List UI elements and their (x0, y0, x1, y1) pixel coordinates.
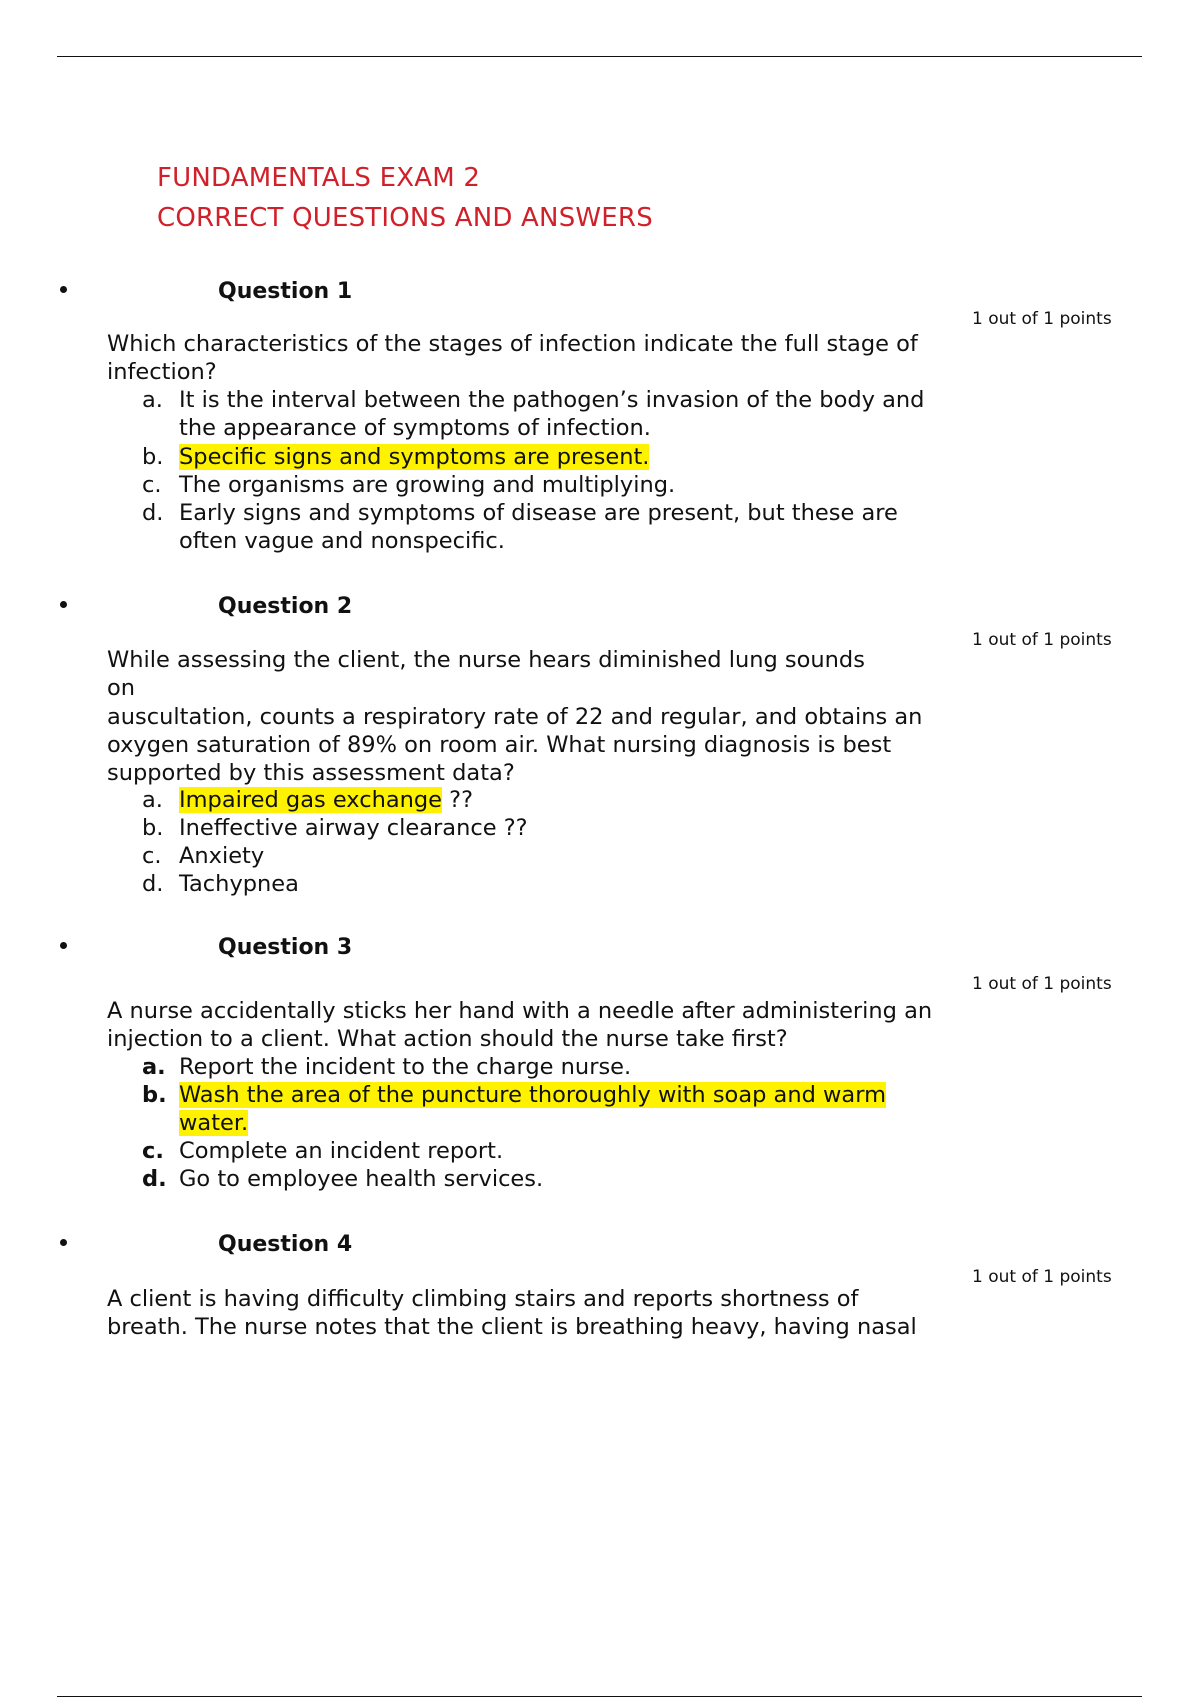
option-letter: a. (142, 1054, 166, 1080)
option-letter: d. (142, 500, 164, 526)
option-text: Report the incident to the charge nurse. (179, 1054, 632, 1080)
option-text: Tachypnea (179, 871, 299, 897)
document-subtitle: CORRECT QUESTIONS AND ANSWERS (157, 203, 653, 233)
option-letter: b. (142, 444, 164, 470)
option-letter: d. (142, 871, 164, 897)
bullet-icon (60, 942, 67, 949)
answer-option-a (142, 386, 924, 414)
question-stem-line: breath. The nurse notes that the client is breathing heavy, having nasal (107, 1314, 917, 1340)
correct-answer-highlight: Impaired gas exchange (179, 787, 443, 813)
question-stem-line: auscultation, counts a respiratory rate of 22 and regular, and obtains an (107, 704, 923, 730)
question-stem-line: injection to a client. What action should the nurse take first? (107, 1026, 788, 1052)
document-title: FUNDAMENTALS EXAM 2 (157, 163, 481, 193)
correct-answer-highlight: Specific signs and symptoms are present. (179, 444, 650, 470)
option-text: Anxiety (179, 843, 265, 869)
answer-option-d (142, 1165, 543, 1193)
option-text: It is the interval between the pathogen’s invasion of the body and (179, 387, 925, 413)
answer-option-d (142, 499, 898, 527)
answer-option-d (142, 870, 299, 898)
option-letter: b. (142, 815, 164, 841)
answer-option-b (142, 814, 528, 842)
option-text: The organisms are growing and multiplying. (179, 472, 676, 498)
bullet-icon (60, 601, 67, 608)
question-stem-line: While assessing the client, the nurse hears diminished lung sounds (107, 647, 865, 673)
answer-option-c (142, 1137, 503, 1165)
option-text: Go to employee health services. (179, 1166, 544, 1192)
option-text-suffix: ?? (442, 787, 474, 813)
option-text-continued: often vague and nonspecific. (179, 528, 505, 554)
question-heading: Question 2 (218, 594, 353, 619)
option-letter: c. (142, 472, 162, 498)
question-stem-line: oxygen saturation of 89% on room air. What nursing diagnosis is best (107, 732, 892, 758)
answer-option-c (142, 842, 264, 870)
question-stem-line: Which characteristics of the stages of infection indicate the full stage of (107, 331, 918, 357)
question-points: 1 out of 1 points (972, 1267, 1112, 1287)
question-stem-line: infection? (107, 359, 217, 385)
option-letter: d. (142, 1166, 167, 1192)
answer-option-c (142, 471, 675, 499)
question-heading: Question 1 (218, 279, 353, 304)
question-points: 1 out of 1 points (972, 309, 1112, 329)
option-letter: c. (142, 1138, 164, 1164)
option-text: Complete an incident report. (179, 1138, 504, 1164)
answer-option-b (142, 1081, 886, 1109)
footer-rule (57, 1696, 1142, 1697)
option-letter: a. (142, 787, 163, 813)
question-stem-line: A client is having difficulty climbing stairs and reports shortness of (107, 1286, 859, 1312)
option-text: Ineffective airway clearance ?? (179, 815, 528, 841)
option-text-continued: the appearance of symptoms of infection. (179, 415, 651, 441)
correct-answer-highlight: water. (179, 1110, 249, 1136)
option-letter: c. (142, 843, 162, 869)
header-rule (57, 56, 1142, 57)
bullet-icon (60, 286, 67, 293)
question-heading: Question 4 (218, 1232, 353, 1257)
option-letter: a. (142, 387, 163, 413)
option-text: Early signs and symptoms of disease are present, but these are (179, 500, 898, 526)
answer-option-b (142, 443, 649, 471)
bullet-icon (60, 1239, 67, 1246)
question-stem-line: on (107, 675, 136, 701)
question-points: 1 out of 1 points (972, 974, 1112, 994)
option-text-continued (179, 1109, 248, 1137)
option-letter: b. (142, 1082, 167, 1108)
question-stem-line: supported by this assessment data? (107, 760, 515, 786)
question-heading: Question 3 (218, 935, 353, 960)
question-points: 1 out of 1 points (972, 630, 1112, 650)
answer-option-a (142, 1053, 631, 1081)
answer-option-a (142, 786, 473, 814)
correct-answer-highlight: Wash the area of the puncture thoroughly with soap and warm (179, 1082, 886, 1108)
question-stem-line: A nurse accidentally sticks her hand with a needle after administering an (107, 998, 933, 1024)
